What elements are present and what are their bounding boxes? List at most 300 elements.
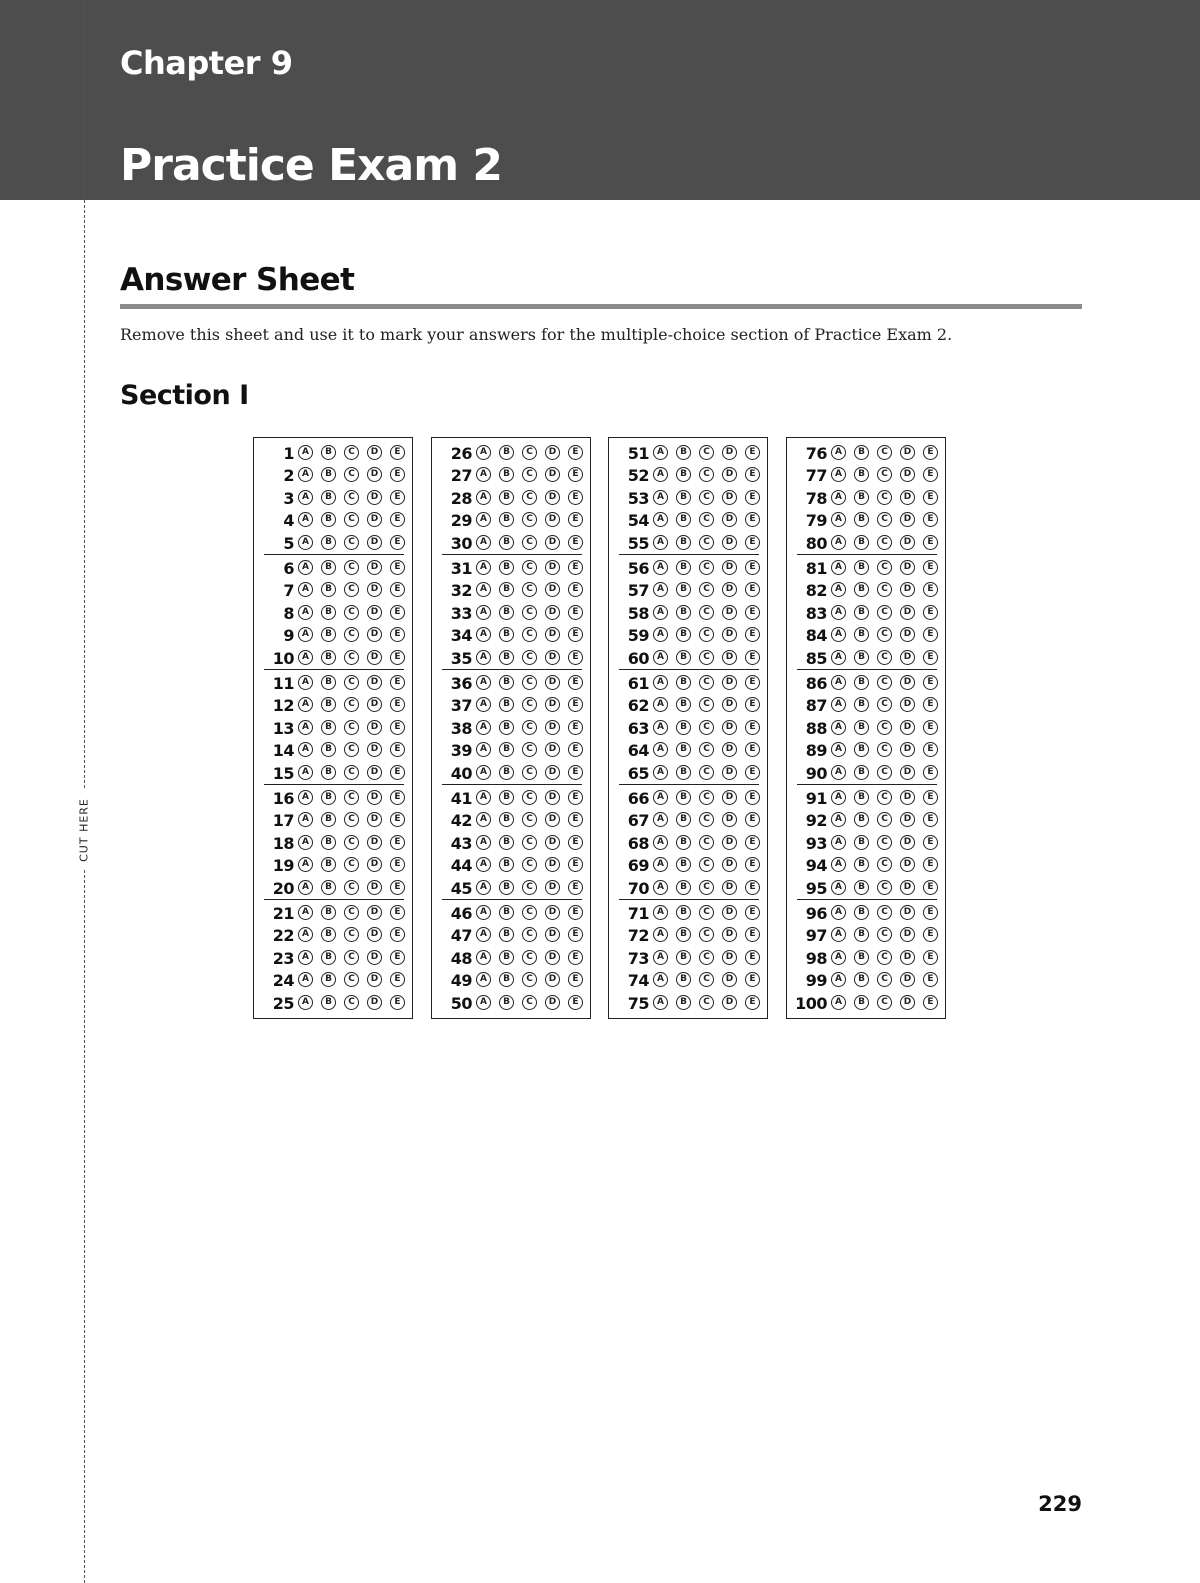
answer-bubble-e[interactable]: E <box>923 950 938 965</box>
answer-bubble-b[interactable]: B <box>854 812 869 827</box>
answer-bubble-d[interactable]: D <box>545 995 560 1010</box>
answer-bubble-d[interactable]: D <box>545 627 560 642</box>
answer-bubble-a[interactable]: A <box>831 790 846 805</box>
answer-bubble-e[interactable]: E <box>390 650 405 665</box>
answer-bubble-b[interactable]: B <box>499 650 514 665</box>
answer-bubble-e[interactable]: E <box>390 857 405 872</box>
answer-bubble-d[interactable]: D <box>722 445 737 460</box>
answer-bubble-a[interactable]: A <box>653 765 668 780</box>
answer-bubble-c[interactable]: C <box>522 880 537 895</box>
answer-bubble-e[interactable]: E <box>568 490 583 505</box>
answer-bubble-c[interactable]: C <box>877 857 892 872</box>
answer-bubble-d[interactable]: D <box>900 905 915 920</box>
answer-bubble-a[interactable]: A <box>653 605 668 620</box>
answer-bubble-c[interactable]: C <box>877 490 892 505</box>
answer-bubble-a[interactable]: A <box>653 490 668 505</box>
answer-bubble-b[interactable]: B <box>676 675 691 690</box>
answer-bubble-e[interactable]: E <box>923 790 938 805</box>
answer-bubble-b[interactable]: B <box>676 995 691 1010</box>
answer-bubble-d[interactable]: D <box>900 650 915 665</box>
answer-bubble-e[interactable]: E <box>390 627 405 642</box>
answer-bubble-b[interactable]: B <box>499 627 514 642</box>
answer-bubble-b[interactable]: B <box>499 927 514 942</box>
answer-bubble-b[interactable]: B <box>676 812 691 827</box>
answer-bubble-c[interactable]: C <box>344 880 359 895</box>
answer-bubble-b[interactable]: B <box>499 742 514 757</box>
answer-bubble-b[interactable]: B <box>499 490 514 505</box>
answer-bubble-a[interactable]: A <box>298 972 313 987</box>
answer-bubble-e[interactable]: E <box>745 720 760 735</box>
answer-bubble-e[interactable]: E <box>745 905 760 920</box>
answer-bubble-d[interactable]: D <box>722 835 737 850</box>
answer-bubble-b[interactable]: B <box>676 445 691 460</box>
answer-bubble-a[interactable]: A <box>831 490 846 505</box>
answer-bubble-a[interactable]: A <box>653 512 668 527</box>
answer-bubble-c[interactable]: C <box>522 467 537 482</box>
answer-bubble-e[interactable]: E <box>923 905 938 920</box>
answer-bubble-e[interactable]: E <box>568 857 583 872</box>
answer-bubble-d[interactable]: D <box>545 857 560 872</box>
answer-bubble-d[interactable]: D <box>900 627 915 642</box>
answer-bubble-d[interactable]: D <box>367 857 382 872</box>
answer-bubble-e[interactable]: E <box>568 790 583 805</box>
answer-bubble-e[interactable]: E <box>745 467 760 482</box>
answer-bubble-a[interactable]: A <box>831 972 846 987</box>
answer-bubble-c[interactable]: C <box>522 560 537 575</box>
answer-bubble-c[interactable]: C <box>877 627 892 642</box>
answer-bubble-e[interactable]: E <box>745 812 760 827</box>
answer-bubble-a[interactable]: A <box>831 605 846 620</box>
answer-bubble-a[interactable]: A <box>298 742 313 757</box>
answer-bubble-c[interactable]: C <box>699 790 714 805</box>
answer-bubble-b[interactable]: B <box>854 995 869 1010</box>
answer-bubble-b[interactable]: B <box>676 467 691 482</box>
answer-bubble-d[interactable]: D <box>722 905 737 920</box>
answer-bubble-d[interactable]: D <box>367 720 382 735</box>
answer-bubble-a[interactable]: A <box>298 650 313 665</box>
answer-bubble-c[interactable]: C <box>877 467 892 482</box>
answer-bubble-c[interactable]: C <box>877 445 892 460</box>
answer-bubble-e[interactable]: E <box>390 880 405 895</box>
answer-bubble-c[interactable]: C <box>877 950 892 965</box>
answer-bubble-c[interactable]: C <box>344 857 359 872</box>
answer-bubble-e[interactable]: E <box>390 835 405 850</box>
answer-bubble-d[interactable]: D <box>722 535 737 550</box>
answer-bubble-c[interactable]: C <box>877 560 892 575</box>
answer-bubble-d[interactable]: D <box>367 742 382 757</box>
answer-bubble-d[interactable]: D <box>367 675 382 690</box>
answer-bubble-e[interactable]: E <box>568 445 583 460</box>
answer-bubble-c[interactable]: C <box>699 445 714 460</box>
answer-bubble-d[interactable]: D <box>900 927 915 942</box>
answer-bubble-b[interactable]: B <box>854 535 869 550</box>
answer-bubble-e[interactable]: E <box>568 560 583 575</box>
answer-bubble-e[interactable]: E <box>568 535 583 550</box>
answer-bubble-d[interactable]: D <box>722 490 737 505</box>
answer-bubble-d[interactable]: D <box>545 535 560 550</box>
answer-bubble-c[interactable]: C <box>699 697 714 712</box>
answer-bubble-d[interactable]: D <box>900 972 915 987</box>
answer-bubble-d[interactable]: D <box>900 765 915 780</box>
answer-bubble-b[interactable]: B <box>676 972 691 987</box>
answer-bubble-e[interactable]: E <box>390 582 405 597</box>
answer-bubble-d[interactable]: D <box>545 972 560 987</box>
answer-bubble-b[interactable]: B <box>854 972 869 987</box>
answer-bubble-d[interactable]: D <box>900 857 915 872</box>
answer-bubble-b[interactable]: B <box>676 582 691 597</box>
answer-bubble-e[interactable]: E <box>390 490 405 505</box>
answer-bubble-b[interactable]: B <box>854 605 869 620</box>
answer-bubble-a[interactable]: A <box>476 627 491 642</box>
answer-bubble-d[interactable]: D <box>722 627 737 642</box>
answer-bubble-c[interactable]: C <box>522 697 537 712</box>
answer-bubble-e[interactable]: E <box>923 697 938 712</box>
answer-bubble-c[interactable]: C <box>344 675 359 690</box>
answer-bubble-a[interactable]: A <box>298 927 313 942</box>
answer-bubble-d[interactable]: D <box>367 535 382 550</box>
answer-bubble-c[interactable]: C <box>522 720 537 735</box>
answer-bubble-c[interactable]: C <box>344 720 359 735</box>
answer-bubble-d[interactable]: D <box>900 535 915 550</box>
answer-bubble-a[interactable]: A <box>298 560 313 575</box>
answer-bubble-a[interactable]: A <box>298 675 313 690</box>
answer-bubble-d[interactable]: D <box>367 927 382 942</box>
answer-bubble-d[interactable]: D <box>722 512 737 527</box>
answer-bubble-d[interactable]: D <box>367 490 382 505</box>
answer-bubble-a[interactable]: A <box>298 765 313 780</box>
answer-bubble-c[interactable]: C <box>522 790 537 805</box>
answer-bubble-c[interactable]: C <box>877 927 892 942</box>
answer-bubble-e[interactable]: E <box>745 675 760 690</box>
answer-bubble-a[interactable]: A <box>831 812 846 827</box>
answer-bubble-e[interactable]: E <box>390 445 405 460</box>
answer-bubble-b[interactable]: B <box>676 857 691 872</box>
answer-bubble-b[interactable]: B <box>321 490 336 505</box>
answer-bubble-e[interactable]: E <box>745 445 760 460</box>
answer-bubble-e[interactable]: E <box>923 467 938 482</box>
answer-bubble-a[interactable]: A <box>831 697 846 712</box>
answer-bubble-d[interactable]: D <box>545 765 560 780</box>
answer-bubble-b[interactable]: B <box>854 582 869 597</box>
answer-bubble-b[interactable]: B <box>676 697 691 712</box>
answer-bubble-c[interactable]: C <box>344 490 359 505</box>
answer-bubble-a[interactable]: A <box>653 905 668 920</box>
answer-bubble-a[interactable]: A <box>298 582 313 597</box>
answer-bubble-d[interactable]: D <box>722 790 737 805</box>
answer-bubble-e[interactable]: E <box>390 972 405 987</box>
answer-bubble-d[interactable]: D <box>722 467 737 482</box>
answer-bubble-e[interactable]: E <box>390 535 405 550</box>
answer-bubble-c[interactable]: C <box>877 835 892 850</box>
answer-bubble-a[interactable]: A <box>653 582 668 597</box>
answer-bubble-c[interactable]: C <box>699 560 714 575</box>
answer-bubble-d[interactable]: D <box>900 605 915 620</box>
answer-bubble-b[interactable]: B <box>854 697 869 712</box>
answer-bubble-d[interactable]: D <box>722 950 737 965</box>
answer-bubble-d[interactable]: D <box>722 560 737 575</box>
answer-bubble-b[interactable]: B <box>499 880 514 895</box>
answer-bubble-d[interactable]: D <box>900 950 915 965</box>
answer-bubble-b[interactable]: B <box>499 905 514 920</box>
answer-bubble-a[interactable]: A <box>298 605 313 620</box>
answer-bubble-c[interactable]: C <box>344 790 359 805</box>
answer-bubble-c[interactable]: C <box>522 857 537 872</box>
answer-bubble-d[interactable]: D <box>367 972 382 987</box>
answer-bubble-c[interactable]: C <box>877 742 892 757</box>
answer-bubble-b[interactable]: B <box>854 880 869 895</box>
answer-bubble-e[interactable]: E <box>390 790 405 805</box>
answer-bubble-b[interactable]: B <box>854 835 869 850</box>
answer-bubble-c[interactable]: C <box>699 467 714 482</box>
answer-bubble-a[interactable]: A <box>476 512 491 527</box>
answer-bubble-d[interactable]: D <box>367 697 382 712</box>
answer-bubble-a[interactable]: A <box>831 835 846 850</box>
answer-bubble-c[interactable]: C <box>699 742 714 757</box>
answer-bubble-b[interactable]: B <box>321 927 336 942</box>
answer-bubble-b[interactable]: B <box>676 627 691 642</box>
answer-bubble-c[interactable]: C <box>344 605 359 620</box>
answer-bubble-b[interactable]: B <box>321 972 336 987</box>
answer-bubble-e[interactable]: E <box>745 765 760 780</box>
answer-bubble-e[interactable]: E <box>923 812 938 827</box>
answer-bubble-e[interactable]: E <box>568 905 583 920</box>
answer-bubble-a[interactable]: A <box>831 927 846 942</box>
answer-bubble-e[interactable]: E <box>390 742 405 757</box>
answer-bubble-e[interactable]: E <box>923 972 938 987</box>
answer-bubble-b[interactable]: B <box>676 880 691 895</box>
answer-bubble-b[interactable]: B <box>499 812 514 827</box>
answer-bubble-d[interactable]: D <box>722 650 737 665</box>
answer-bubble-b[interactable]: B <box>676 512 691 527</box>
answer-bubble-b[interactable]: B <box>321 720 336 735</box>
answer-bubble-c[interactable]: C <box>699 720 714 735</box>
answer-bubble-c[interactable]: C <box>699 512 714 527</box>
answer-bubble-b[interactable]: B <box>321 742 336 757</box>
answer-bubble-e[interactable]: E <box>390 467 405 482</box>
answer-bubble-d[interactable]: D <box>722 995 737 1010</box>
answer-bubble-c[interactable]: C <box>522 445 537 460</box>
answer-bubble-d[interactable]: D <box>900 812 915 827</box>
answer-bubble-b[interactable]: B <box>676 742 691 757</box>
answer-bubble-e[interactable]: E <box>568 512 583 527</box>
answer-bubble-a[interactable]: A <box>476 445 491 460</box>
answer-bubble-b[interactable]: B <box>676 535 691 550</box>
answer-bubble-a[interactable]: A <box>831 995 846 1010</box>
answer-bubble-c[interactable]: C <box>522 627 537 642</box>
answer-bubble-b[interactable]: B <box>854 675 869 690</box>
answer-bubble-b[interactable]: B <box>499 857 514 872</box>
answer-bubble-c[interactable]: C <box>699 535 714 550</box>
answer-bubble-c[interactable]: C <box>344 560 359 575</box>
answer-bubble-d[interactable]: D <box>367 880 382 895</box>
answer-bubble-b[interactable]: B <box>676 927 691 942</box>
answer-bubble-c[interactable]: C <box>522 812 537 827</box>
answer-bubble-d[interactable]: D <box>722 582 737 597</box>
answer-bubble-e[interactable]: E <box>390 995 405 1010</box>
answer-bubble-e[interactable]: E <box>923 650 938 665</box>
answer-bubble-c[interactable]: C <box>877 995 892 1010</box>
answer-bubble-b[interactable]: B <box>499 950 514 965</box>
answer-bubble-e[interactable]: E <box>745 582 760 597</box>
answer-bubble-a[interactable]: A <box>476 880 491 895</box>
answer-bubble-b[interactable]: B <box>499 445 514 460</box>
answer-bubble-d[interactable]: D <box>545 835 560 850</box>
answer-bubble-c[interactable]: C <box>699 582 714 597</box>
answer-bubble-a[interactable]: A <box>831 560 846 575</box>
answer-bubble-a[interactable]: A <box>476 765 491 780</box>
answer-bubble-e[interactable]: E <box>745 835 760 850</box>
answer-bubble-a[interactable]: A <box>476 995 491 1010</box>
answer-bubble-d[interactable]: D <box>722 927 737 942</box>
answer-bubble-a[interactable]: A <box>298 720 313 735</box>
answer-bubble-a[interactable]: A <box>298 880 313 895</box>
answer-bubble-d[interactable]: D <box>722 765 737 780</box>
answer-bubble-b[interactable]: B <box>676 905 691 920</box>
answer-bubble-d[interactable]: D <box>900 675 915 690</box>
answer-bubble-a[interactable]: A <box>298 950 313 965</box>
answer-bubble-e[interactable]: E <box>923 765 938 780</box>
answer-bubble-a[interactable]: A <box>653 697 668 712</box>
answer-bubble-d[interactable]: D <box>722 605 737 620</box>
answer-bubble-a[interactable]: A <box>476 905 491 920</box>
answer-bubble-b[interactable]: B <box>499 835 514 850</box>
answer-bubble-c[interactable]: C <box>877 720 892 735</box>
answer-bubble-c[interactable]: C <box>877 582 892 597</box>
answer-bubble-c[interactable]: C <box>699 972 714 987</box>
answer-bubble-c[interactable]: C <box>699 835 714 850</box>
answer-bubble-d[interactable]: D <box>367 582 382 597</box>
answer-bubble-c[interactable]: C <box>877 512 892 527</box>
answer-bubble-d[interactable]: D <box>367 467 382 482</box>
answer-bubble-a[interactable]: A <box>476 582 491 597</box>
answer-bubble-b[interactable]: B <box>321 765 336 780</box>
answer-bubble-b[interactable]: B <box>676 605 691 620</box>
answer-bubble-c[interactable]: C <box>877 880 892 895</box>
answer-bubble-c[interactable]: C <box>699 995 714 1010</box>
answer-bubble-a[interactable]: A <box>476 790 491 805</box>
answer-bubble-b[interactable]: B <box>854 927 869 942</box>
answer-bubble-a[interactable]: A <box>831 627 846 642</box>
answer-bubble-c[interactable]: C <box>344 995 359 1010</box>
answer-bubble-e[interactable]: E <box>923 535 938 550</box>
answer-bubble-c[interactable]: C <box>877 905 892 920</box>
answer-bubble-a[interactable]: A <box>653 720 668 735</box>
answer-bubble-a[interactable]: A <box>653 927 668 942</box>
answer-bubble-c[interactable]: C <box>344 905 359 920</box>
answer-bubble-e[interactable]: E <box>568 605 583 620</box>
answer-bubble-a[interactable]: A <box>476 950 491 965</box>
answer-bubble-b[interactable]: B <box>499 512 514 527</box>
answer-bubble-a[interactable]: A <box>653 790 668 805</box>
answer-bubble-d[interactable]: D <box>900 445 915 460</box>
answer-bubble-e[interactable]: E <box>568 742 583 757</box>
answer-bubble-b[interactable]: B <box>499 995 514 1010</box>
answer-bubble-a[interactable]: A <box>831 650 846 665</box>
answer-bubble-c[interactable]: C <box>699 490 714 505</box>
answer-bubble-d[interactable]: D <box>367 560 382 575</box>
answer-bubble-b[interactable]: B <box>854 790 869 805</box>
answer-bubble-b[interactable]: B <box>854 490 869 505</box>
answer-bubble-c[interactable]: C <box>522 675 537 690</box>
answer-bubble-d[interactable]: D <box>367 605 382 620</box>
answer-bubble-d[interactable]: D <box>900 560 915 575</box>
answer-bubble-b[interactable]: B <box>854 560 869 575</box>
answer-bubble-a[interactable]: A <box>653 880 668 895</box>
answer-bubble-e[interactable]: E <box>568 950 583 965</box>
answer-bubble-b[interactable]: B <box>321 605 336 620</box>
answer-bubble-c[interactable]: C <box>344 972 359 987</box>
answer-bubble-d[interactable]: D <box>545 927 560 942</box>
answer-bubble-d[interactable]: D <box>367 627 382 642</box>
answer-bubble-c[interactable]: C <box>699 812 714 827</box>
answer-bubble-a[interactable]: A <box>298 445 313 460</box>
answer-bubble-c[interactable]: C <box>877 765 892 780</box>
answer-bubble-b[interactable]: B <box>676 765 691 780</box>
answer-bubble-c[interactable]: C <box>344 650 359 665</box>
answer-bubble-d[interactable]: D <box>367 995 382 1010</box>
answer-bubble-b[interactable]: B <box>321 995 336 1010</box>
answer-bubble-d[interactable]: D <box>722 742 737 757</box>
answer-bubble-a[interactable]: A <box>298 812 313 827</box>
answer-bubble-d[interactable]: D <box>900 880 915 895</box>
answer-bubble-e[interactable]: E <box>923 445 938 460</box>
answer-bubble-e[interactable]: E <box>923 880 938 895</box>
answer-bubble-a[interactable]: A <box>476 467 491 482</box>
answer-bubble-a[interactable]: A <box>476 857 491 872</box>
answer-bubble-d[interactable]: D <box>545 697 560 712</box>
answer-bubble-b[interactable]: B <box>499 697 514 712</box>
answer-bubble-a[interactable]: A <box>476 697 491 712</box>
answer-bubble-e[interactable]: E <box>923 675 938 690</box>
answer-bubble-e[interactable]: E <box>923 927 938 942</box>
answer-bubble-d[interactable]: D <box>367 512 382 527</box>
answer-bubble-a[interactable]: A <box>831 857 846 872</box>
answer-bubble-c[interactable]: C <box>699 627 714 642</box>
answer-bubble-c[interactable]: C <box>344 445 359 460</box>
answer-bubble-c[interactable]: C <box>522 927 537 942</box>
answer-bubble-a[interactable]: A <box>831 467 846 482</box>
answer-bubble-d[interactable]: D <box>367 812 382 827</box>
answer-bubble-e[interactable]: E <box>745 880 760 895</box>
answer-bubble-d[interactable]: D <box>367 835 382 850</box>
answer-bubble-e[interactable]: E <box>568 995 583 1010</box>
answer-bubble-e[interactable]: E <box>390 512 405 527</box>
answer-bubble-a[interactable]: A <box>653 857 668 872</box>
answer-bubble-d[interactable]: D <box>545 512 560 527</box>
answer-bubble-d[interactable]: D <box>722 857 737 872</box>
answer-bubble-a[interactable]: A <box>298 535 313 550</box>
answer-bubble-e[interactable]: E <box>568 927 583 942</box>
answer-bubble-a[interactable]: A <box>298 490 313 505</box>
answer-bubble-b[interactable]: B <box>854 905 869 920</box>
answer-bubble-d[interactable]: D <box>722 675 737 690</box>
answer-bubble-c[interactable]: C <box>344 927 359 942</box>
answer-bubble-e[interactable]: E <box>923 605 938 620</box>
answer-bubble-d[interactable]: D <box>545 490 560 505</box>
answer-bubble-a[interactable]: A <box>653 972 668 987</box>
answer-bubble-e[interactable]: E <box>568 650 583 665</box>
answer-bubble-e[interactable]: E <box>745 535 760 550</box>
answer-bubble-b[interactable]: B <box>499 790 514 805</box>
answer-bubble-e[interactable]: E <box>568 972 583 987</box>
answer-bubble-b[interactable]: B <box>321 445 336 460</box>
answer-bubble-b[interactable]: B <box>854 627 869 642</box>
answer-bubble-e[interactable]: E <box>568 835 583 850</box>
answer-bubble-d[interactable]: D <box>722 697 737 712</box>
answer-bubble-a[interactable]: A <box>653 812 668 827</box>
answer-bubble-a[interactable]: A <box>831 535 846 550</box>
answer-bubble-c[interactable]: C <box>877 790 892 805</box>
